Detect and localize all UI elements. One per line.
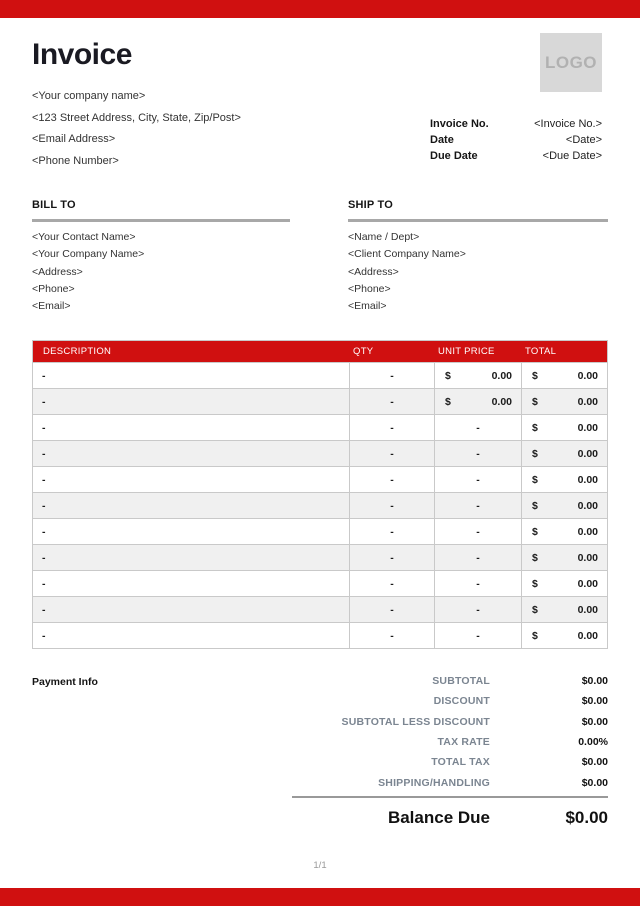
bottom-accent-bar [0,888,640,906]
item-description-cell: - [42,551,46,564]
balance-due-value: $0.00 [565,808,608,827]
item-description-cell: - [42,525,46,538]
table-row [33,518,607,544]
item-qty-cell: - [349,363,434,388]
company-phone: <Phone Number> [32,154,119,167]
total-amount: 0.00 [577,473,598,486]
item-unit-price-cell: - [434,623,521,648]
item-qty-cell: - [349,493,434,518]
ship-to-name-dept: <Name / Dept> [348,231,420,243]
column-header-qty: QTY [353,346,374,357]
bill-to-address: <Address> [32,265,83,278]
invoice-date-value: <Date> [565,134,602,146]
table-row [33,388,607,414]
discount-value: $0.00 [581,695,608,708]
invoice-due-date-row [430,148,602,164]
bill-to-phone: <Phone> [32,282,75,295]
item-qty-cell: - [349,597,434,622]
logo-text: LOGO [544,52,598,72]
top-accent-bar [0,0,640,18]
ship-to-email: <Email> [348,300,387,313]
ship-to-phone: <Phone> [348,282,391,295]
table-row [33,492,607,518]
item-description-cell: - [42,447,46,460]
tax-rate-label: TAX RATE [437,736,490,749]
item-total-cell [521,597,607,622]
items-table [32,340,608,649]
total-amount: 0.00 [577,447,598,460]
ship-to-divider [348,219,608,222]
total-amount: 0.00 [577,603,598,616]
item-total-cell [521,441,607,466]
item-qty-cell: - [349,571,434,596]
total-amount: 0.00 [577,525,598,538]
invoice-number-label: Invoice No. [430,118,489,130]
currency-symbol: $ [532,577,538,590]
balance-due-row [32,806,608,830]
discount-row [32,691,608,711]
shipping-handling-value: $0.00 [581,776,608,789]
item-unit-price-cell [434,363,521,388]
invoice-date-row [430,132,602,148]
balance-due-divider [292,796,608,798]
total-tax-row [32,752,608,772]
currency-symbol: $ [532,369,538,382]
subtotal-less-discount-row [32,712,608,732]
item-unit-price-cell: - [434,545,521,570]
table-row [33,622,607,648]
bill-to-heading: BILL TO [32,199,76,211]
table-row [33,544,607,570]
item-total-cell [521,467,607,492]
item-description-cell: - [42,629,46,642]
subtotal-less-discount-value: $0.00 [581,715,608,728]
item-description-cell: - [42,603,46,616]
company-address: <123 Street Address, City, State, Zip/Post> [32,111,241,124]
item-qty-cell: - [349,623,434,648]
total-amount: 0.00 [577,369,598,382]
total-tax-label: TOTAL TAX [431,756,490,769]
total-amount: 0.00 [577,499,598,512]
item-unit-price-cell: - [434,571,521,596]
currency-symbol: $ [532,473,538,486]
item-total-cell [521,571,607,596]
invoice-number-row [430,116,602,132]
item-total-cell [521,363,607,388]
subtotal-value: $0.00 [581,675,608,688]
invoice-date-label: Date [430,134,454,146]
page-title: Invoice [32,38,132,71]
item-unit-price-cell: - [434,493,521,518]
item-unit-price-cell: - [434,519,521,544]
item-qty-cell: - [349,441,434,466]
tax-rate-value: 0.00% [578,736,608,749]
table-row [33,570,607,596]
item-unit-price-cell: - [434,597,521,622]
bill-to-email: <Email> [32,300,71,313]
item-unit-price-cell: - [434,415,521,440]
ship-to-heading: SHIP TO [348,199,394,211]
invoice-due-date-value: <Due Date> [542,150,602,162]
item-description-cell: - [42,421,46,434]
shipping-handling-row [32,772,608,792]
ship-to-section [348,199,608,315]
bill-to-contact-name: <Your Contact Name> [32,231,136,243]
column-header-unit-price: UNIT PRICE [438,346,495,357]
item-description-cell: - [42,499,46,512]
item-total-cell [521,545,607,570]
shipping-handling-label: SHIPPING/HANDLING [378,776,490,789]
company-email: <Email Address> [32,133,116,145]
unit-price-amount: 0.00 [491,369,512,382]
subtotal-label: SUBTOTAL [432,675,490,688]
currency-symbol: $ [532,525,538,538]
total-amount: 0.00 [577,577,598,590]
ship-to-address: <Address> [348,265,399,278]
item-description-cell: - [42,473,46,486]
total-amount: 0.00 [577,551,598,564]
balance-due-label: Balance Due [387,808,490,827]
item-total-cell [521,389,607,414]
item-total-cell [521,519,607,544]
totals-section [32,671,608,793]
total-amount: 0.00 [577,395,598,408]
total-amount: 0.00 [577,421,598,434]
item-description-cell: - [42,395,46,408]
bill-to-company-name: <Your Company Name> [32,248,145,261]
item-unit-price-cell: - [434,467,521,492]
currency-symbol: $ [532,603,538,616]
currency-symbol: $ [532,551,538,564]
item-total-cell [521,493,607,518]
currency-symbol: $ [445,395,451,408]
table-row [33,440,607,466]
total-tax-value: $0.00 [581,756,608,769]
bill-to-section [32,199,290,315]
currency-symbol: $ [532,447,538,460]
item-qty-cell: - [349,545,434,570]
tax-rate-row [32,732,608,752]
item-description-cell: - [42,369,46,382]
item-unit-price-cell: - [434,441,521,466]
currency-symbol: $ [532,499,538,512]
subtotal-row [32,671,608,691]
item-qty-cell: - [349,467,434,492]
item-qty-cell: - [349,415,434,440]
column-header-description: DESCRIPTION [43,346,112,357]
unit-price-amount: 0.00 [491,395,512,408]
item-total-cell [521,415,607,440]
logo-placeholder [540,33,602,92]
invoice-number-value: <Invoice No.> [534,118,602,130]
column-header-total: TOTAL [525,346,557,357]
invoice-due-date-label: Due Date [430,150,478,162]
company-name: <Your company name> [32,90,146,102]
company-info [32,86,241,172]
table-row [33,414,607,440]
items-table-header [33,341,607,362]
total-amount: 0.00 [577,629,598,642]
currency-symbol: $ [532,421,538,434]
item-description-cell: - [42,577,46,590]
ship-to-company-name: <Client Company Name> [348,248,466,261]
discount-label: DISCOUNT [433,695,490,708]
subtotal-less-discount-label: SUBTOTAL LESS DISCOUNT [341,715,490,728]
table-row [33,362,607,388]
item-total-cell [521,623,607,648]
table-row [33,466,607,492]
page-number: 1/1 [313,860,327,871]
currency-symbol: $ [532,395,538,408]
currency-symbol: $ [532,629,538,642]
item-qty-cell: - [349,519,434,544]
bill-to-divider [32,219,290,222]
item-unit-price-cell [434,389,521,414]
invoice-meta [430,116,602,164]
item-qty-cell: - [349,389,434,414]
table-row [33,596,607,622]
currency-symbol: $ [445,369,451,382]
payment-info-label: Payment Info [32,676,98,688]
